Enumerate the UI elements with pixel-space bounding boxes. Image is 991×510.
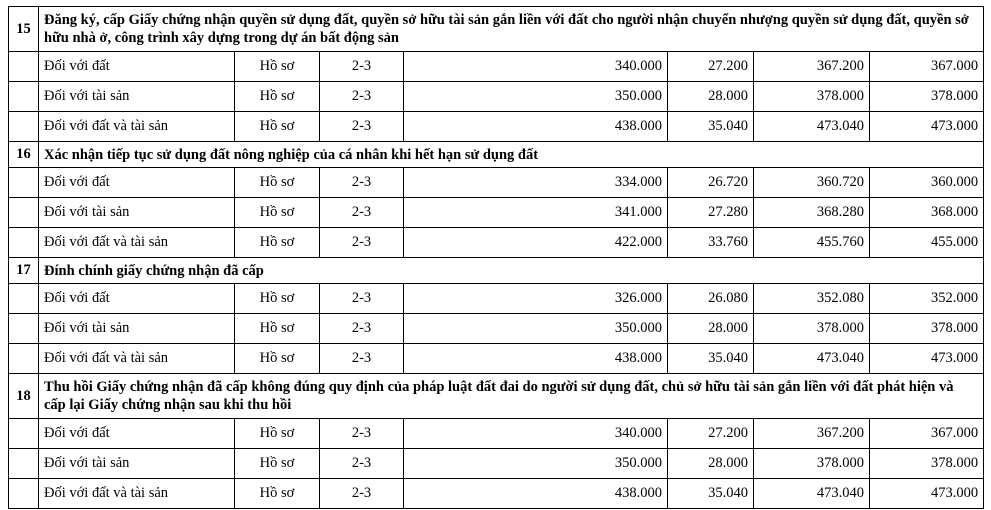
section-number: 17	[9, 258, 39, 284]
item-unit: Hồ sơ	[235, 284, 320, 314]
cost-value: 422.000	[404, 228, 668, 258]
total-value: 378.000	[754, 449, 870, 479]
rounded-value: 378.000	[870, 82, 984, 112]
tax-value: 27.200	[668, 419, 754, 449]
item-name: Đối với đất và tài sản	[39, 228, 235, 258]
item-name: Đối với đất và tài sản	[39, 112, 235, 142]
item-quantity: 2-3	[320, 449, 404, 479]
cost-value: 340.000	[404, 52, 668, 82]
tax-value: 26.720	[668, 168, 754, 198]
total-value: 367.200	[754, 52, 870, 82]
rounded-value: 352.000	[870, 284, 984, 314]
rounded-value: 367.000	[870, 419, 984, 449]
rounded-value: 360.000	[870, 168, 984, 198]
item-name: Đối với tài sản	[39, 82, 235, 112]
table-row	[9, 314, 984, 344]
section-header-row	[9, 7, 984, 52]
item-unit: Hồ sơ	[235, 168, 320, 198]
tax-value: 28.000	[668, 314, 754, 344]
item-quantity: 2-3	[320, 228, 404, 258]
item-unit: Hồ sơ	[235, 82, 320, 112]
section-header-row	[9, 142, 984, 168]
item-quantity: 2-3	[320, 168, 404, 198]
total-value: 455.760	[754, 228, 870, 258]
rounded-value: 378.000	[870, 449, 984, 479]
section-number: 18	[9, 374, 39, 419]
item-quantity: 2-3	[320, 419, 404, 449]
item-name: Đối với đất	[39, 52, 235, 82]
total-value: 360.720	[754, 168, 870, 198]
rounded-value: 473.000	[870, 479, 984, 509]
cost-value: 350.000	[404, 314, 668, 344]
table-row	[9, 479, 984, 509]
item-unit: Hồ sơ	[235, 449, 320, 479]
tax-value: 28.000	[668, 449, 754, 479]
section-header-row	[9, 374, 984, 419]
rounded-value: 473.000	[870, 344, 984, 374]
cost-value: 350.000	[404, 449, 668, 479]
cost-value: 438.000	[404, 479, 668, 509]
section-title: Xác nhận tiếp tục sử dụng đất nông nghiệp của cá nhân khi hết hạn sử dụng đất	[39, 142, 984, 168]
item-unit: Hồ sơ	[235, 52, 320, 82]
total-value: 367.200	[754, 419, 870, 449]
tax-value: 27.200	[668, 52, 754, 82]
item-name: Đối với đất	[39, 168, 235, 198]
rounded-value: 378.000	[870, 314, 984, 344]
item-unit: Hồ sơ	[235, 344, 320, 374]
total-value: 368.280	[754, 198, 870, 228]
section-title: Đính chính giấy chứng nhận đã cấp	[39, 258, 984, 284]
section-title: Đăng ký, cấp Giấy chứng nhận quyền sử dụng đất, quyền sở hữu tài sản gắn liền với đất cho người nhận chuyển nhượng quyền sử dụng đất, quyền sở hữu nhà ở, công trình xây dựng trong dự án bất động sản	[39, 7, 984, 52]
tax-value: 26.080	[668, 284, 754, 314]
cost-value: 334.000	[404, 168, 668, 198]
table-row	[9, 112, 984, 142]
section-number: 16	[9, 142, 39, 168]
rounded-value: 473.000	[870, 112, 984, 142]
tax-value: 27.280	[668, 198, 754, 228]
item-unit: Hồ sơ	[235, 314, 320, 344]
item-quantity: 2-3	[320, 82, 404, 112]
tax-value: 33.760	[668, 228, 754, 258]
table-row	[9, 82, 984, 112]
table-row	[9, 449, 984, 479]
item-name: Đối với tài sản	[39, 314, 235, 344]
table-row	[9, 419, 984, 449]
cost-value: 438.000	[404, 112, 668, 142]
item-quantity: 2-3	[320, 112, 404, 142]
table-row	[9, 52, 984, 82]
item-quantity: 2-3	[320, 284, 404, 314]
table-row	[9, 168, 984, 198]
tax-value: 35.040	[668, 112, 754, 142]
cost-value: 340.000	[404, 419, 668, 449]
item-name: Đối với đất	[39, 284, 235, 314]
table-row	[9, 284, 984, 314]
cost-value: 350.000	[404, 82, 668, 112]
item-quantity: 2-3	[320, 479, 404, 509]
table-row	[9, 198, 984, 228]
item-name: Đối với đất và tài sản	[39, 344, 235, 374]
item-name: Đối với đất	[39, 419, 235, 449]
total-value: 473.040	[754, 344, 870, 374]
fee-table	[8, 6, 984, 509]
total-value: 473.040	[754, 112, 870, 142]
item-name: Đối với tài sản	[39, 198, 235, 228]
table-row	[9, 228, 984, 258]
item-unit: Hồ sơ	[235, 419, 320, 449]
total-value: 473.040	[754, 479, 870, 509]
tax-value: 28.000	[668, 82, 754, 112]
item-name: Đối với đất và tài sản	[39, 479, 235, 509]
section-title: Thu hồi Giấy chứng nhận đã cấp không đúng quy định của pháp luật đất đai do người sử dụng đất, chủ sở hữu tài sản gắn liền với đất phát hiện và cấp lại Giấy chứng nhận sau khi thu hồi	[39, 374, 984, 419]
item-quantity: 2-3	[320, 344, 404, 374]
rounded-value: 367.000	[870, 52, 984, 82]
item-unit: Hồ sơ	[235, 479, 320, 509]
item-unit: Hồ sơ	[235, 198, 320, 228]
cost-value: 341.000	[404, 198, 668, 228]
rounded-value: 368.000	[870, 198, 984, 228]
cost-value: 326.000	[404, 284, 668, 314]
rounded-value: 455.000	[870, 228, 984, 258]
cost-value: 438.000	[404, 344, 668, 374]
section-number: 15	[9, 7, 39, 52]
item-quantity: 2-3	[320, 198, 404, 228]
total-value: 352.080	[754, 284, 870, 314]
total-value: 378.000	[754, 314, 870, 344]
item-quantity: 2-3	[320, 314, 404, 344]
item-unit: Hồ sơ	[235, 112, 320, 142]
tax-value: 35.040	[668, 479, 754, 509]
table-row	[9, 344, 984, 374]
item-unit: Hồ sơ	[235, 228, 320, 258]
item-name: Đối với tài sản	[39, 449, 235, 479]
tax-value: 35.040	[668, 344, 754, 374]
total-value: 378.000	[754, 82, 870, 112]
item-quantity: 2-3	[320, 52, 404, 82]
section-header-row	[9, 258, 984, 284]
